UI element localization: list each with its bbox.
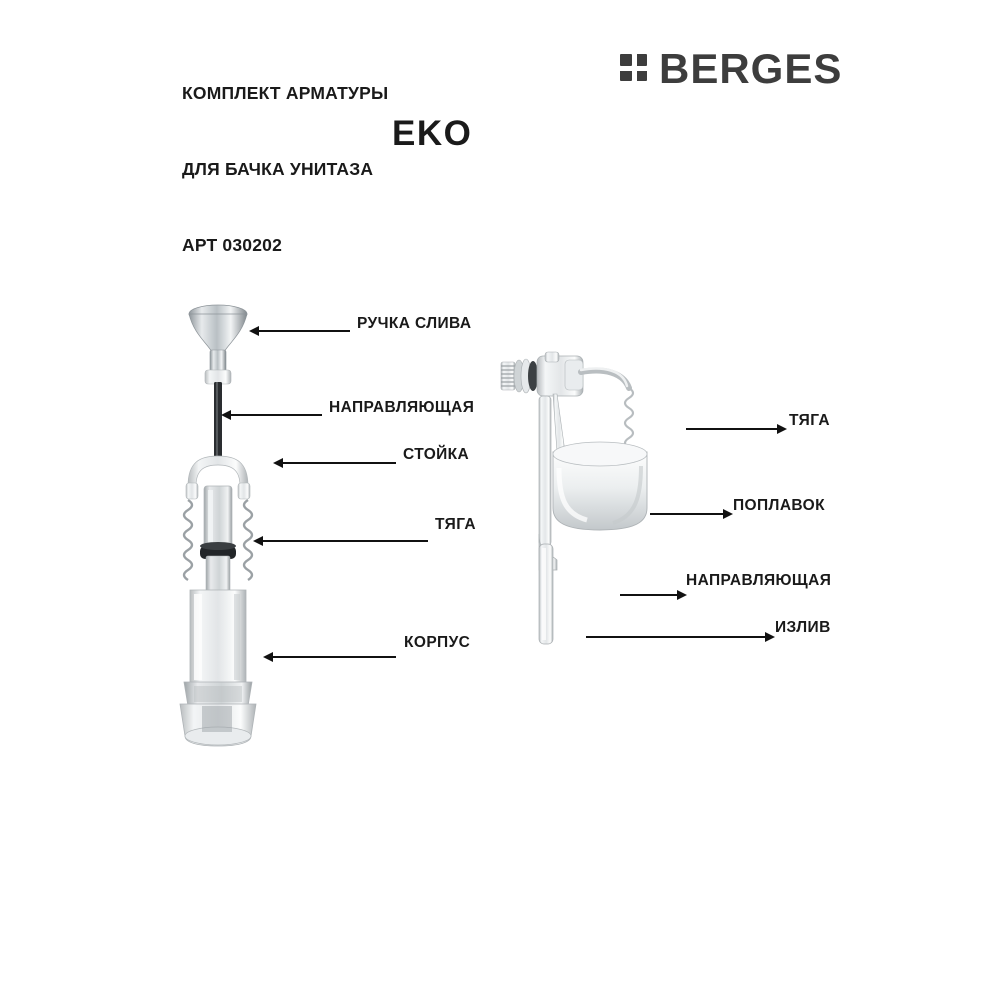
arrow-head-icon <box>677 590 687 600</box>
leader-line-rod-right <box>686 428 778 430</box>
arrow-head-icon <box>249 326 259 336</box>
drain-valve-illustration <box>150 290 330 760</box>
arrow-head-icon <box>263 652 273 662</box>
arrow-head-icon <box>221 410 231 420</box>
leader-line-post <box>282 462 396 464</box>
page-title-line-1: КОМПЛЕКТ АРМАТУРЫ <box>182 82 389 103</box>
leader-line-float <box>650 513 724 515</box>
arrow-head-icon <box>777 424 787 434</box>
callout-label-spout: ИЗЛИВ <box>775 619 831 636</box>
leader-line-rod <box>262 540 428 542</box>
callout-label-float: ПОПЛАВОК <box>733 497 825 514</box>
page-title-line-2: ДЛЯ БАЧКА УНИТАЗА <box>182 158 374 179</box>
brand-name: BERGES <box>659 45 843 92</box>
fill-valve-illustration <box>495 348 695 658</box>
leader-line-spout <box>586 636 766 638</box>
model-name: EKO <box>392 114 473 153</box>
leader-line-guide <box>230 414 322 416</box>
arrow-head-icon <box>253 536 263 546</box>
berges-logo-icon <box>620 54 650 84</box>
callout-label-rod-right: ТЯГА <box>789 412 831 429</box>
callout-label-guide-right: НАПРАВЛЯЮЩАЯ <box>686 572 832 589</box>
callout-label-rod: ТЯГА <box>435 516 477 533</box>
leader-line-body <box>272 656 396 658</box>
arrow-head-icon <box>765 632 775 642</box>
leader-line-guide-right <box>620 594 678 596</box>
callout-label-handle: РУЧКА СЛИВА <box>357 315 472 332</box>
arrow-head-icon <box>273 458 283 468</box>
brand-logo <box>620 45 843 92</box>
callout-label-post: СТОЙКА <box>403 446 470 463</box>
arrow-head-icon <box>723 509 733 519</box>
callout-label-body: КОРПУС <box>404 634 471 651</box>
page-title-line-3: АРТ 030202 <box>182 235 283 255</box>
callout-label-guide: НАПРАВЛЯЮЩАЯ <box>329 399 475 416</box>
page-title <box>182 30 388 284</box>
leader-line-handle <box>258 330 350 332</box>
